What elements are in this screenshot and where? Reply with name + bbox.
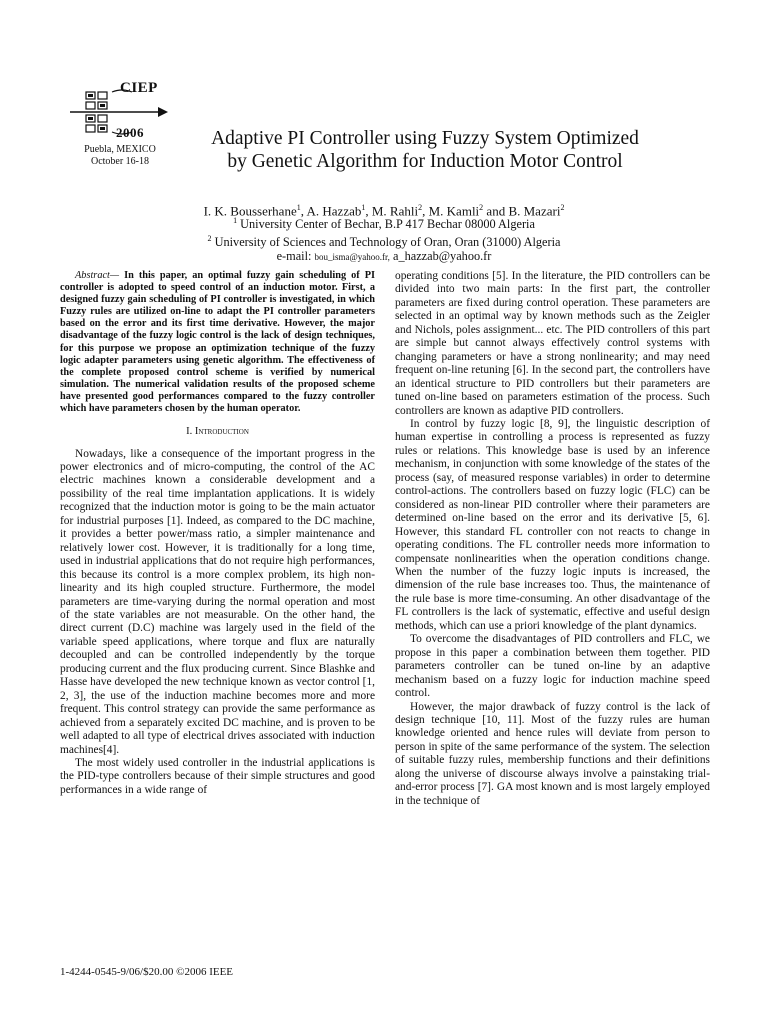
author-affil-mark: 2: [560, 203, 565, 212]
section-title: Introduction: [194, 426, 249, 438]
section-heading: [60, 425, 375, 438]
author-name: I. K. Bousserhane: [203, 203, 297, 219]
body-paragraph: However, the major drawback of fuzzy control is the lack of design technique [10, 11]. Most of the fuzzy rules are human knowledge oriented and hence rules will deviate from person to person in spite of the same performance of the system. The selection of suitable fuzzy rules, membership functions and their definitions along the universe of discourse always involve a painstaking trial-and-error process [7]. GA most known and is most largely employed in the technique of: [395, 700, 710, 807]
abstract-label: Abstract: [75, 270, 110, 281]
paper-title-line1: Adaptive PI Controller using Fuzzy System Optimized: [211, 128, 639, 149]
email-address-2[interactable]: a_hazzab@yahoo.fr: [393, 249, 492, 264]
affiliation-mark: 1: [233, 216, 238, 225]
author-separator: ,: [365, 203, 372, 219]
author-name: A. Hazzab: [306, 203, 362, 219]
paper-title: [185, 127, 665, 173]
email-line: [0, 249, 768, 265]
affiliation-text: University of Sciences and Technology of Oran, Oran (31000) Algeria: [214, 234, 561, 249]
logo-year: 2006: [116, 125, 144, 140]
author-name: M. Kamli: [428, 203, 480, 219]
author-name: B. Mazari: [508, 203, 561, 219]
author-affil-mark: 1: [361, 203, 366, 212]
paper-title-line2: by Genetic Algorithm for Induction Motor Control: [227, 151, 623, 172]
body-paragraph: In control by fuzzy logic [8, 9], the linguistic description of human expertise in controlling a process is represented as fuzzy rules or relations. This knowledge base is used by an inference mechanism, in conjunction with some knowledge of the states of the process (say, of measured response variables) in order to determine control-actions. The controllers based on fuzzy logic (FLC) can be considered as non-linear PID controller where their parameters are determined on-line based on the error and its derivative [5, 6]. However, this standard FL controller con not reacts to change in operating conditions. The FL controller needs more information to compensate nonlinearities when the operation conditions change. When the number of the fuzzy logic inputs is increased, the dimension of the rule base increases too. Thus, the maintenance of the rule base is more time-consuming. An other disadvantage of the FL controllers is the lack of systematic, effective and useful design methods, which can use a priori knowledge of the plant dynamics.: [395, 417, 710, 632]
body-paragraph: operating conditions [5]. In the literature, the PID controllers can be divided into two main parts: In the first part, the controller parameters are fixed during control operation. These parameters are selected in an optimal way by known methods such as the Zeigler and Nichols, poles assignment... etc. The PID controllers of this part are simple but cannot always effectively control systems with changing parameters or have a strong nonlinearity; and may need frequent on-line retuning [6]. In the second part, the controllers have an identical structure to PID controllers but their parameters are tuned on-line based on parameters estimation of the process. Such controllers are known as adaptive PID controllers.: [395, 270, 710, 417]
author-separator: ,: [422, 203, 429, 219]
conference-dates: October 16-18: [90, 156, 150, 167]
author-affil-mark: 2: [418, 203, 423, 212]
section-number: I.: [186, 426, 195, 438]
author-name: M. Rahli: [371, 203, 419, 219]
affiliation-1: [0, 214, 768, 232]
email-address-1[interactable]: bou_isma@yahoo.fr,: [314, 252, 390, 263]
copyright-footer: 1-4244-0545-9/06/$20.00 ©2006 IEEE: [60, 966, 234, 978]
abstract-dash: —: [109, 270, 125, 281]
affiliation-2: [0, 232, 768, 250]
ciep-logo: [66, 80, 176, 142]
author-separator: ,: [300, 203, 307, 219]
affiliation-text: University Center of Bechar, B.P 417 Bechar 08000 Algeria: [240, 217, 535, 232]
author-affil-mark: 2: [479, 203, 484, 212]
body-paragraph: To overcome the disadvantages of PID controllers and FLC, we propose in this paper a combination between them together. PID parameters controller can be tuned on-line by an adaptive mechanism based on a fuzzy logic for induction machine speed control.: [395, 633, 710, 700]
conference-info: [70, 144, 170, 168]
left-column: [60, 270, 375, 797]
body-paragraph: The most widely used controller in the industrial applications is the PID-type controllers because of their simple structures and good performances in a wide range of: [60, 757, 375, 796]
body-paragraph: Nowadays, like a consequence of the important progress in the power electronics and of micro-computing, the control of the AC electric machines known a considerable development and a possibility of the real time implantation applications. It is widely recognized that the induction motor is going to be the main actuator for industrial purposes [1]. Indeed, as compared to the DC machine, it provides a better power/mass ratio, a simpler maintenance and relatively lower cost. However, it is traditionally for a long time, used in industrial applications that do not require high performances, this because its control is a more complex problem, its high non-linearity and its high coupled structure. Furthermore, the model parameters are time-varying during the normal operation and most of the state variables are not measurable. On the other hand, the direct current (D.C) machine was largely used in the field of the variable speed applications, where torque and flux are naturally decoupled and can be controlled independently by the torque producing current and the flux producing current. Since Blashke and Hasse have developed the new technique known as vector control [1, 2, 3], the use of the induction machine becomes more and more frequent. This control strategy can provide the same performance as achieved from a separately excited DC machine, and is proven to be well adapted to all type of electrical drives associated with induction machines[4].: [60, 447, 375, 756]
affiliations: [0, 214, 768, 265]
author-separator: and: [483, 203, 509, 219]
right-column: [395, 270, 710, 808]
conference-location: Puebla, MEXICO: [84, 144, 156, 155]
logo-name: CIEP: [120, 80, 158, 96]
abstract-text: In this paper, an optimal fuzzy gain scheduling of PI controller is adopted to speed control of an induction motor. First, a designed fuzzy gain scheduling of PI controller is investigated, in which Fuzzy rules are utilized on-line to adapt the PI controller parameters based on the error and its first time derivative. However, the major disadvantage of the fuzzy logic control is the lack of design techniques, for this purpose we propose an optimization technique of the fuzzy logic adapter parameters using genetic algorithm. The effectiveness of the complete proposed control scheme is verified by numerical simulation. The numerical validation results of the proposed scheme have presented good performances compared to the fuzzy controller which have parameters chosen by the human operator.: [60, 270, 375, 415]
author-affil-mark: 1: [296, 203, 301, 212]
abstract: [60, 270, 375, 415]
email-label: e-mail:: [276, 249, 312, 264]
affiliation-mark: 2: [207, 233, 212, 243]
